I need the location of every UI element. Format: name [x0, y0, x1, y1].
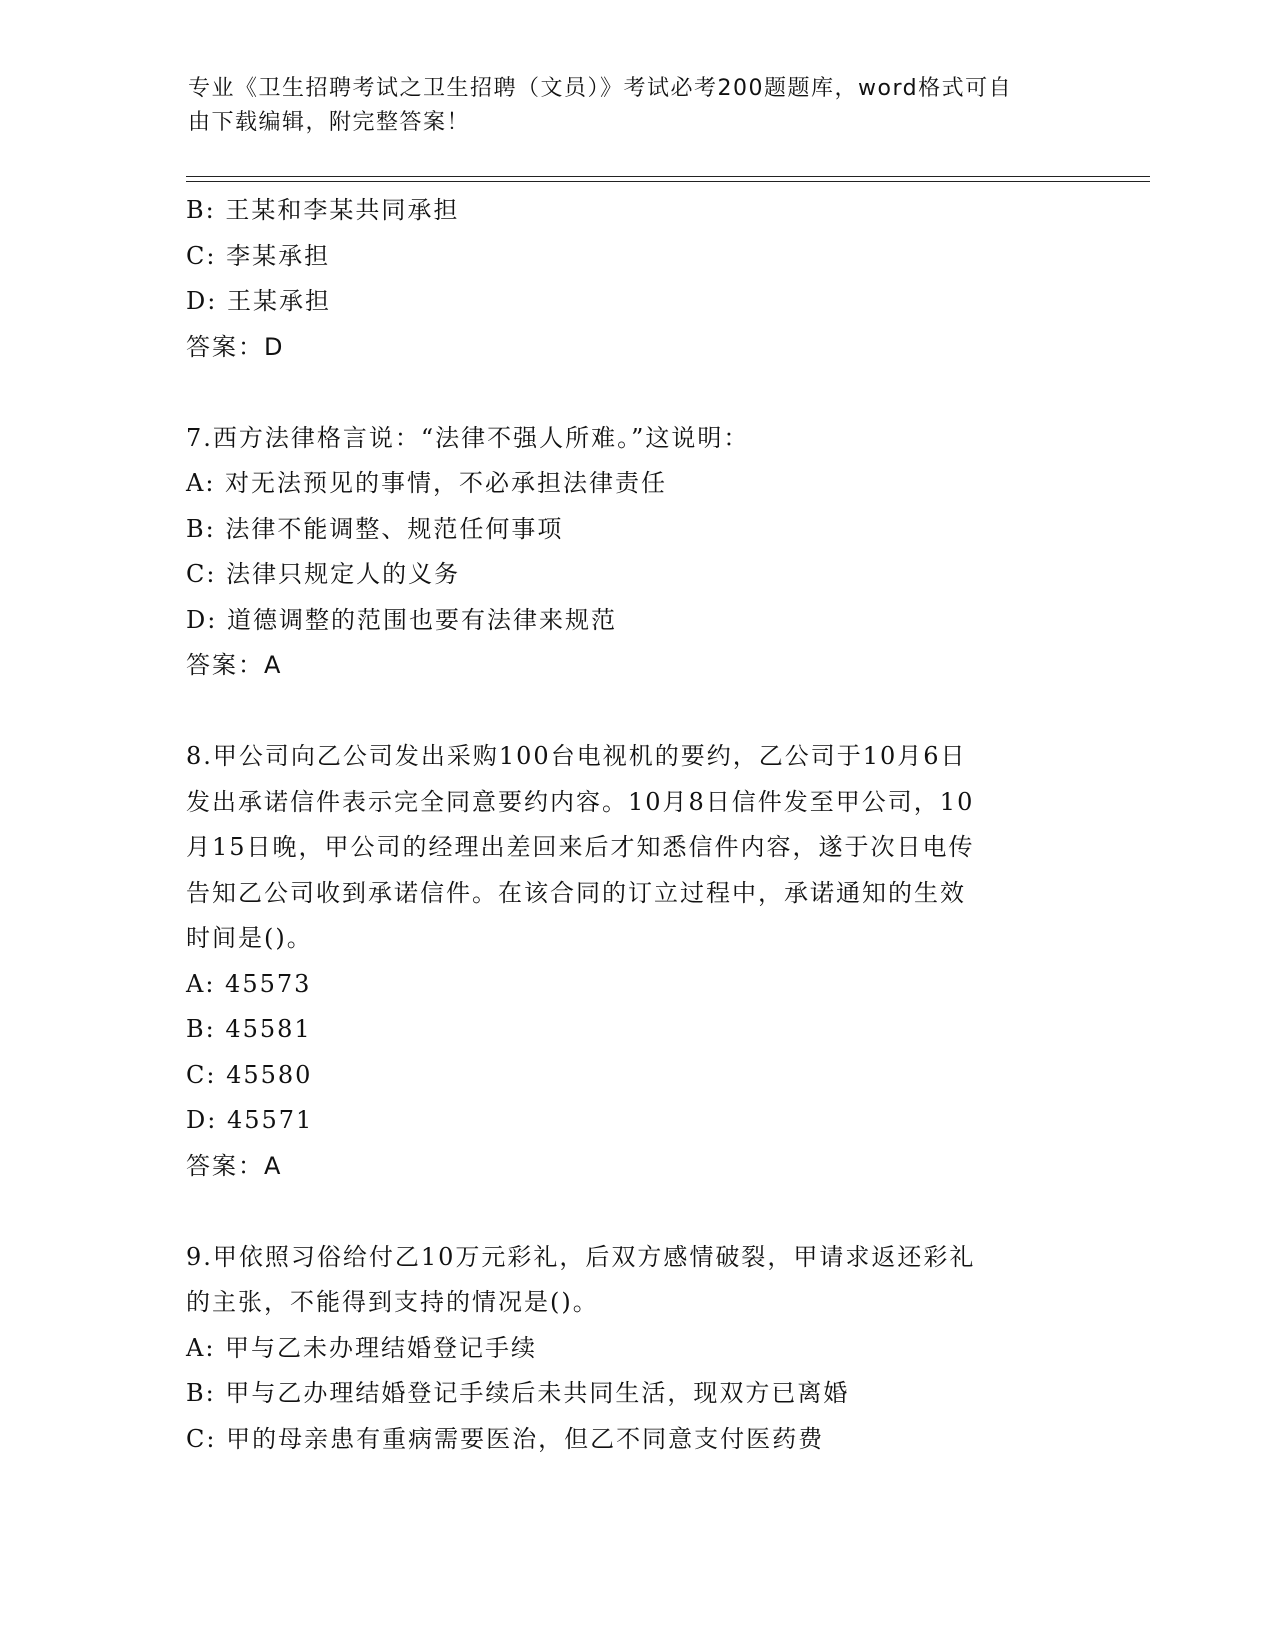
- question-text-line: 8.甲公司向乙公司发出采购100台电视机的要约，乙公司于10月6日: [186, 742, 967, 770]
- header-divider-bottom: [186, 181, 1150, 182]
- question-text-line: 告知乙公司收到承诺信件。在该合同的订立过程中，承诺通知的生效: [186, 878, 966, 907]
- answer-line: 答案：A: [186, 651, 283, 679]
- answer-line: 答案：D: [186, 332, 285, 361]
- option-b: B: 甲与乙办理结婚登记手续后未共同生活，现双方已离婚: [186, 1379, 850, 1407]
- spacer: [186, 689, 1086, 735]
- document-header: [188, 72, 1068, 140]
- option-a: A: 45573: [186, 969, 312, 998]
- question-text: 7.西方法律格言说：“法律不强人所难。”这说明：: [186, 423, 750, 452]
- option-c: C: 法律只规定人的义务: [186, 560, 461, 588]
- question-text-line: 发出承诺信件表示完全同意要约内容。10月8日信件发至甲公司，10: [186, 787, 975, 816]
- header-line-2: 由下载编辑，附完整答案！: [188, 110, 471, 135]
- option-b: B: 王某和李某共同承担: [186, 196, 460, 224]
- option-c: C: 甲的母亲患有重病需要医治，但乙不同意支付医药费: [186, 1424, 825, 1453]
- question-text-line: 9.甲依照习俗给付乙10万元彩礼，后双方感情破裂，甲请求返还彩礼: [186, 1242, 976, 1271]
- answer-line: 答案：A: [186, 1151, 283, 1180]
- question-text-line: 月15日晚，甲公司的经理出差回来后才知悉信件内容，遂于次日电传: [186, 833, 975, 861]
- option-a: A: 甲与乙未办理结婚登记手续: [186, 1333, 538, 1362]
- option-d: D: 45571: [186, 1106, 314, 1134]
- question-list: [186, 188, 1086, 1462]
- option-d: D: 道德调整的范围也要有法律来规范: [186, 605, 617, 634]
- option-c: C: 李某承担: [186, 241, 331, 270]
- question-text-line: 时间是()。: [186, 924, 313, 952]
- option-b: B: 45581: [186, 1015, 312, 1043]
- question-text-line: 的主张，不能得到支持的情况是()。: [186, 1288, 599, 1316]
- option-d: D: 王某承担: [186, 287, 331, 315]
- header-divider-top: [186, 176, 1150, 177]
- question-6-tail: [186, 188, 1086, 370]
- question-7: [186, 416, 1086, 689]
- option-a: A: 对无法预见的事情，不必承担法律责任: [186, 469, 668, 497]
- question-9: [186, 1235, 1086, 1463]
- question-8: [186, 734, 1086, 1189]
- option-b: B: 法律不能调整、规范任何事项: [186, 514, 564, 543]
- spacer: [186, 1189, 1086, 1235]
- header-line-1: 专业《卫生招聘考试之卫生招聘（文员）》考试必考200题题库，word格式可自: [188, 76, 1013, 101]
- option-c: C: 45580: [186, 1060, 313, 1089]
- spacer: [186, 370, 1086, 416]
